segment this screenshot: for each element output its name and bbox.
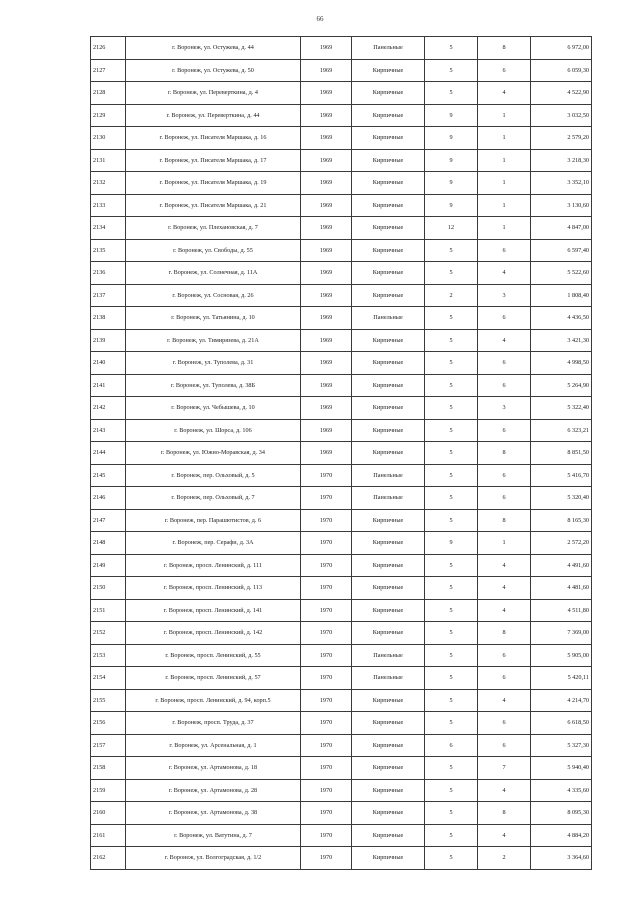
row-number-cell: 2160	[91, 802, 126, 825]
address-cell: г. Воронеж, ул. Писателя Маршака, д. 19	[126, 172, 301, 195]
floors-cell: 9	[425, 172, 478, 195]
wall-material-cell: Кирпичные	[352, 779, 425, 802]
year-built-cell: 1969	[301, 329, 352, 352]
row-number-cell: 2126	[91, 37, 126, 60]
wall-material-cell: Кирпичные	[352, 127, 425, 150]
area-cell: 4 214,70	[531, 689, 592, 712]
table-row	[91, 127, 592, 150]
row-number-cell: 2154	[91, 667, 126, 690]
wall-material-cell: Кирпичные	[352, 194, 425, 217]
area-cell: 3 364,60	[531, 847, 592, 870]
year-built-cell: 1970	[301, 487, 352, 510]
row-number-cell: 2147	[91, 509, 126, 532]
address-cell: г. Воронеж, ул. Переверткина, д. 44	[126, 104, 301, 127]
address-cell: г. Воронеж, ул. Писателя Маршака, д. 16	[126, 127, 301, 150]
row-number-cell: 2136	[91, 262, 126, 285]
table-row	[91, 217, 592, 240]
table-row	[91, 667, 592, 690]
floors-cell: 5	[425, 487, 478, 510]
year-built-cell: 1970	[301, 802, 352, 825]
year-built-cell: 1970	[301, 464, 352, 487]
wall-material-cell: Панельные	[352, 487, 425, 510]
entrances-cell: 3	[478, 397, 531, 420]
floors-cell: 2	[425, 284, 478, 307]
row-number-cell: 2133	[91, 194, 126, 217]
address-cell: г. Воронеж, ул. Переверткина, д. 4	[126, 82, 301, 105]
entrances-cell: 4	[478, 577, 531, 600]
row-number-cell: 2148	[91, 532, 126, 555]
address-cell: г. Воронеж, пер. Серафи, д. 3А	[126, 532, 301, 555]
entrances-cell: 4	[478, 262, 531, 285]
address-cell: г. Воронеж, ул. Остужева, д. 50	[126, 59, 301, 82]
floors-cell: 5	[425, 352, 478, 375]
entrances-cell: 1	[478, 127, 531, 150]
area-cell: 6 323,21	[531, 419, 592, 442]
address-cell: г. Воронеж, просп. Ленинский, д. 141	[126, 599, 301, 622]
floors-cell: 5	[425, 644, 478, 667]
area-cell: 3 218,30	[531, 149, 592, 172]
row-number-cell: 2157	[91, 734, 126, 757]
row-number-cell: 2137	[91, 284, 126, 307]
wall-material-cell: Кирпичные	[352, 419, 425, 442]
table-row	[91, 734, 592, 757]
year-built-cell: 1969	[301, 217, 352, 240]
year-built-cell: 1969	[301, 37, 352, 60]
wall-material-cell: Кирпичные	[352, 824, 425, 847]
area-cell: 4 491,60	[531, 554, 592, 577]
floors-cell: 5	[425, 599, 478, 622]
area-cell: 8 165,30	[531, 509, 592, 532]
table-row	[91, 487, 592, 510]
wall-material-cell: Кирпичные	[352, 622, 425, 645]
entrances-cell: 1	[478, 217, 531, 240]
entrances-cell: 6	[478, 712, 531, 735]
registry-table-body	[91, 37, 592, 870]
wall-material-cell: Кирпичные	[352, 847, 425, 870]
wall-material-cell: Кирпичные	[352, 82, 425, 105]
entrances-cell: 8	[478, 622, 531, 645]
address-cell: г. Воронеж, ул. Ватутина, д. 7	[126, 824, 301, 847]
address-cell: г. Воронеж, просп. Ленинский, д. 57	[126, 667, 301, 690]
row-number-cell: 2127	[91, 59, 126, 82]
wall-material-cell: Кирпичные	[352, 712, 425, 735]
row-number-cell: 2151	[91, 599, 126, 622]
floors-cell: 5	[425, 419, 478, 442]
floors-cell: 9	[425, 194, 478, 217]
area-cell: 5 416,70	[531, 464, 592, 487]
table-row	[91, 172, 592, 195]
wall-material-cell: Кирпичные	[352, 509, 425, 532]
year-built-cell: 1970	[301, 667, 352, 690]
row-number-cell: 2134	[91, 217, 126, 240]
wall-material-cell: Кирпичные	[352, 442, 425, 465]
address-cell: г. Воронеж, ул. Писателя Маршака, д. 17	[126, 149, 301, 172]
entrances-cell: 4	[478, 689, 531, 712]
address-cell: г. Воронеж, просп. Ленинский, д. 55	[126, 644, 301, 667]
entrances-cell: 4	[478, 329, 531, 352]
area-cell: 2 572,20	[531, 532, 592, 555]
table-row	[91, 284, 592, 307]
address-cell: г. Воронеж, просп. Труда, д. 37	[126, 712, 301, 735]
entrances-cell: 6	[478, 667, 531, 690]
table-row	[91, 824, 592, 847]
area-cell: 6 597,40	[531, 239, 592, 262]
wall-material-cell: Кирпичные	[352, 262, 425, 285]
row-number-cell: 2143	[91, 419, 126, 442]
area-cell: 5 327,30	[531, 734, 592, 757]
entrances-cell: 4	[478, 824, 531, 847]
entrances-cell: 6	[478, 59, 531, 82]
area-cell: 5 320,40	[531, 487, 592, 510]
area-cell: 5 264,90	[531, 374, 592, 397]
year-built-cell: 1969	[301, 172, 352, 195]
row-number-cell: 2131	[91, 149, 126, 172]
year-built-cell: 1970	[301, 734, 352, 757]
address-cell: г. Воронеж, просп. Ленинский, д. 113	[126, 577, 301, 600]
wall-material-cell: Кирпичные	[352, 217, 425, 240]
wall-material-cell: Кирпичные	[352, 554, 425, 577]
entrances-cell: 7	[478, 757, 531, 780]
year-built-cell: 1970	[301, 622, 352, 645]
wall-material-cell: Кирпичные	[352, 352, 425, 375]
year-built-cell: 1969	[301, 82, 352, 105]
table-row	[91, 262, 592, 285]
floors-cell: 5	[425, 824, 478, 847]
year-built-cell: 1970	[301, 779, 352, 802]
table-row	[91, 509, 592, 532]
year-built-cell: 1969	[301, 284, 352, 307]
entrances-cell: 6	[478, 307, 531, 330]
area-cell: 4 335,60	[531, 779, 592, 802]
row-number-cell: 2141	[91, 374, 126, 397]
entrances-cell: 6	[478, 239, 531, 262]
floors-cell: 5	[425, 622, 478, 645]
entrances-cell: 6	[478, 374, 531, 397]
year-built-cell: 1970	[301, 689, 352, 712]
row-number-cell: 2139	[91, 329, 126, 352]
address-cell: г. Воронеж, ул. Писателя Маршака, д. 21	[126, 194, 301, 217]
year-built-cell: 1969	[301, 149, 352, 172]
row-number-cell: 2161	[91, 824, 126, 847]
entrances-cell: 8	[478, 509, 531, 532]
row-number-cell: 2132	[91, 172, 126, 195]
entrances-cell: 1	[478, 532, 531, 555]
row-number-cell: 2140	[91, 352, 126, 375]
area-cell: 5 522,60	[531, 262, 592, 285]
floors-cell: 5	[425, 757, 478, 780]
year-built-cell: 1969	[301, 442, 352, 465]
table-row	[91, 802, 592, 825]
year-built-cell: 1970	[301, 847, 352, 870]
entrances-cell: 4	[478, 554, 531, 577]
year-built-cell: 1969	[301, 374, 352, 397]
table-row	[91, 622, 592, 645]
area-cell: 3 352,10	[531, 172, 592, 195]
wall-material-cell: Кирпичные	[352, 149, 425, 172]
address-cell: г. Воронеж, ул. Артамонова, д. 38	[126, 802, 301, 825]
year-built-cell: 1969	[301, 419, 352, 442]
area-cell: 6 972,00	[531, 37, 592, 60]
address-cell: г. Воронеж, просп. Ленинский, д. 94, корп.5	[126, 689, 301, 712]
floors-cell: 5	[425, 307, 478, 330]
area-cell: 4 436,50	[531, 307, 592, 330]
table-row	[91, 194, 592, 217]
address-cell: г. Воронеж, ул. Свободы, д. 55	[126, 239, 301, 262]
row-number-cell: 2162	[91, 847, 126, 870]
floors-cell: 5	[425, 374, 478, 397]
row-number-cell: 2155	[91, 689, 126, 712]
year-built-cell: 1969	[301, 397, 352, 420]
table-row	[91, 329, 592, 352]
address-cell: г. Воронеж, ул. Южно-Моравская, д. 34	[126, 442, 301, 465]
row-number-cell: 2130	[91, 127, 126, 150]
wall-material-cell: Кирпичные	[352, 532, 425, 555]
wall-material-cell: Кирпичные	[352, 329, 425, 352]
floors-cell: 5	[425, 847, 478, 870]
table-row	[91, 239, 592, 262]
entrances-cell: 6	[478, 644, 531, 667]
entrances-cell: 4	[478, 599, 531, 622]
address-cell: г. Воронеж, ул. Татьянина, д. 10	[126, 307, 301, 330]
entrances-cell: 6	[478, 464, 531, 487]
year-built-cell: 1970	[301, 532, 352, 555]
wall-material-cell: Кирпичные	[352, 284, 425, 307]
area-cell: 4 511,80	[531, 599, 592, 622]
row-number-cell: 2138	[91, 307, 126, 330]
entrances-cell: 4	[478, 779, 531, 802]
row-number-cell: 2150	[91, 577, 126, 600]
year-built-cell: 1970	[301, 554, 352, 577]
area-cell: 5 322,40	[531, 397, 592, 420]
address-cell: г. Воронеж, ул. Сосновая, д. 26	[126, 284, 301, 307]
table-row	[91, 149, 592, 172]
address-cell: г. Воронеж, ул. Туполева, д. 38Б	[126, 374, 301, 397]
table-row	[91, 599, 592, 622]
floors-cell: 5	[425, 37, 478, 60]
address-cell: г. Воронеж, ул. Артамонова, д. 18	[126, 757, 301, 780]
entrances-cell: 8	[478, 442, 531, 465]
floors-cell: 6	[425, 734, 478, 757]
entrances-cell: 4	[478, 82, 531, 105]
entrances-cell: 1	[478, 149, 531, 172]
row-number-cell: 2146	[91, 487, 126, 510]
table-row	[91, 419, 592, 442]
address-cell: г. Воронеж, ул. Волгоградская, д. 1/2	[126, 847, 301, 870]
year-built-cell: 1969	[301, 104, 352, 127]
row-number-cell: 2144	[91, 442, 126, 465]
address-cell: г. Воронеж, ул. Чебышева, д. 10	[126, 397, 301, 420]
row-number-cell: 2158	[91, 757, 126, 780]
floors-cell: 5	[425, 667, 478, 690]
table-row	[91, 442, 592, 465]
year-built-cell: 1970	[301, 577, 352, 600]
row-number-cell: 2149	[91, 554, 126, 577]
entrances-cell: 1	[478, 194, 531, 217]
area-cell: 7 369,00	[531, 622, 592, 645]
floors-cell: 5	[425, 262, 478, 285]
area-cell: 3 130,60	[531, 194, 592, 217]
floors-cell: 5	[425, 554, 478, 577]
area-cell: 6 618,50	[531, 712, 592, 735]
page-number: 66	[316, 15, 324, 23]
wall-material-cell: Кирпичные	[352, 397, 425, 420]
table-row	[91, 644, 592, 667]
floors-cell: 5	[425, 802, 478, 825]
table-row	[91, 757, 592, 780]
year-built-cell: 1970	[301, 644, 352, 667]
floors-cell: 5	[425, 82, 478, 105]
wall-material-cell: Кирпичные	[352, 172, 425, 195]
address-cell: г. Воронеж, ул. Тимирязева, д. 21А	[126, 329, 301, 352]
entrances-cell: 8	[478, 37, 531, 60]
table-row	[91, 307, 592, 330]
year-built-cell: 1969	[301, 194, 352, 217]
housing-registry-table	[90, 36, 592, 870]
year-built-cell: 1970	[301, 824, 352, 847]
floors-cell: 5	[425, 509, 478, 532]
year-built-cell: 1969	[301, 262, 352, 285]
wall-material-cell: Кирпичные	[352, 689, 425, 712]
floors-cell: 5	[425, 464, 478, 487]
year-built-cell: 1969	[301, 59, 352, 82]
floors-cell: 5	[425, 689, 478, 712]
area-cell: 3 421,30	[531, 329, 592, 352]
year-built-cell: 1969	[301, 352, 352, 375]
wall-material-cell: Кирпичные	[352, 59, 425, 82]
floors-cell: 5	[425, 779, 478, 802]
table-row	[91, 104, 592, 127]
year-built-cell: 1969	[301, 239, 352, 262]
address-cell: г. Воронеж, просп. Ленинский, д. 142	[126, 622, 301, 645]
floors-cell: 5	[425, 712, 478, 735]
row-number-cell: 2156	[91, 712, 126, 735]
wall-material-cell: Кирпичные	[352, 734, 425, 757]
table-row	[91, 59, 592, 82]
year-built-cell: 1970	[301, 509, 352, 532]
address-cell: г. Воронеж, пер. Ольховый, д. 7	[126, 487, 301, 510]
row-number-cell: 2153	[91, 644, 126, 667]
entrances-cell: 8	[478, 802, 531, 825]
address-cell: г. Воронеж, ул. Арсенальная, д. 1	[126, 734, 301, 757]
row-number-cell: 2145	[91, 464, 126, 487]
floors-cell: 5	[425, 397, 478, 420]
area-cell: 2 579,20	[531, 127, 592, 150]
floors-cell: 5	[425, 59, 478, 82]
floors-cell: 9	[425, 127, 478, 150]
year-built-cell: 1970	[301, 599, 352, 622]
area-cell: 4 847,00	[531, 217, 592, 240]
wall-material-cell: Кирпичные	[352, 577, 425, 600]
entrances-cell: 1	[478, 104, 531, 127]
entrances-cell: 3	[478, 284, 531, 307]
wall-material-cell: Панельные	[352, 307, 425, 330]
address-cell: г. Воронеж, пер. Ольховый, д. 5	[126, 464, 301, 487]
table-row	[91, 554, 592, 577]
wall-material-cell: Кирпичные	[352, 104, 425, 127]
table-row	[91, 712, 592, 735]
floors-cell: 5	[425, 442, 478, 465]
floors-cell: 9	[425, 149, 478, 172]
wall-material-cell: Кирпичные	[352, 374, 425, 397]
address-cell: г. Воронеж, ул. Артамонова, д. 28	[126, 779, 301, 802]
wall-material-cell: Кирпичные	[352, 239, 425, 262]
area-cell: 8 851,50	[531, 442, 592, 465]
area-cell: 1 808,40	[531, 284, 592, 307]
wall-material-cell: Кирпичные	[352, 599, 425, 622]
row-number-cell: 2129	[91, 104, 126, 127]
floors-cell: 9	[425, 104, 478, 127]
wall-material-cell: Кирпичные	[352, 757, 425, 780]
table-row	[91, 577, 592, 600]
table-row	[91, 847, 592, 870]
wall-material-cell: Панельные	[352, 644, 425, 667]
row-number-cell: 2142	[91, 397, 126, 420]
row-number-cell: 2152	[91, 622, 126, 645]
floors-cell: 12	[425, 217, 478, 240]
area-cell: 5 940,40	[531, 757, 592, 780]
area-cell: 5 905,00	[531, 644, 592, 667]
table-row	[91, 82, 592, 105]
area-cell: 8 095,30	[531, 802, 592, 825]
area-cell: 4 522,90	[531, 82, 592, 105]
row-number-cell: 2159	[91, 779, 126, 802]
table-row	[91, 689, 592, 712]
table-row	[91, 352, 592, 375]
area-cell: 4 998,50	[531, 352, 592, 375]
row-number-cell: 2135	[91, 239, 126, 262]
area-cell: 4 481,60	[531, 577, 592, 600]
address-cell: г. Воронеж, пер. Парашютистов, д. 6	[126, 509, 301, 532]
entrances-cell: 2	[478, 847, 531, 870]
year-built-cell: 1969	[301, 307, 352, 330]
wall-material-cell: Панельные	[352, 464, 425, 487]
area-cell: 4 884,20	[531, 824, 592, 847]
row-number-cell: 2128	[91, 82, 126, 105]
address-cell: г. Воронеж, просп. Ленинский, д. 111	[126, 554, 301, 577]
area-cell: 6 059,30	[531, 59, 592, 82]
entrances-cell: 6	[478, 352, 531, 375]
area-cell: 3 032,50	[531, 104, 592, 127]
table-row	[91, 532, 592, 555]
table-row	[91, 464, 592, 487]
floors-cell: 5	[425, 239, 478, 262]
address-cell: г. Воронеж, ул. Солнечная, д. 11А	[126, 262, 301, 285]
wall-material-cell: Кирпичные	[352, 802, 425, 825]
entrances-cell: 1	[478, 172, 531, 195]
entrances-cell: 6	[478, 487, 531, 510]
wall-material-cell: Панельные	[352, 667, 425, 690]
floors-cell: 9	[425, 532, 478, 555]
floors-cell: 5	[425, 577, 478, 600]
table-row	[91, 374, 592, 397]
address-cell: г. Воронеж, ул. Плехановская, д. 7	[126, 217, 301, 240]
table-row	[91, 37, 592, 60]
floors-cell: 5	[425, 329, 478, 352]
year-built-cell: 1970	[301, 712, 352, 735]
year-built-cell: 1969	[301, 127, 352, 150]
address-cell: г. Воронеж, ул. Остужева, д. 44	[126, 37, 301, 60]
wall-material-cell: Панельные	[352, 37, 425, 60]
year-built-cell: 1970	[301, 757, 352, 780]
address-cell: г. Воронеж, ул. Шорса, д. 106	[126, 419, 301, 442]
entrances-cell: 6	[478, 734, 531, 757]
table-row	[91, 779, 592, 802]
area-cell: 5 420,11	[531, 667, 592, 690]
address-cell: г. Воронеж, ул. Туполева, д. 31	[126, 352, 301, 375]
table-row	[91, 397, 592, 420]
entrances-cell: 6	[478, 419, 531, 442]
